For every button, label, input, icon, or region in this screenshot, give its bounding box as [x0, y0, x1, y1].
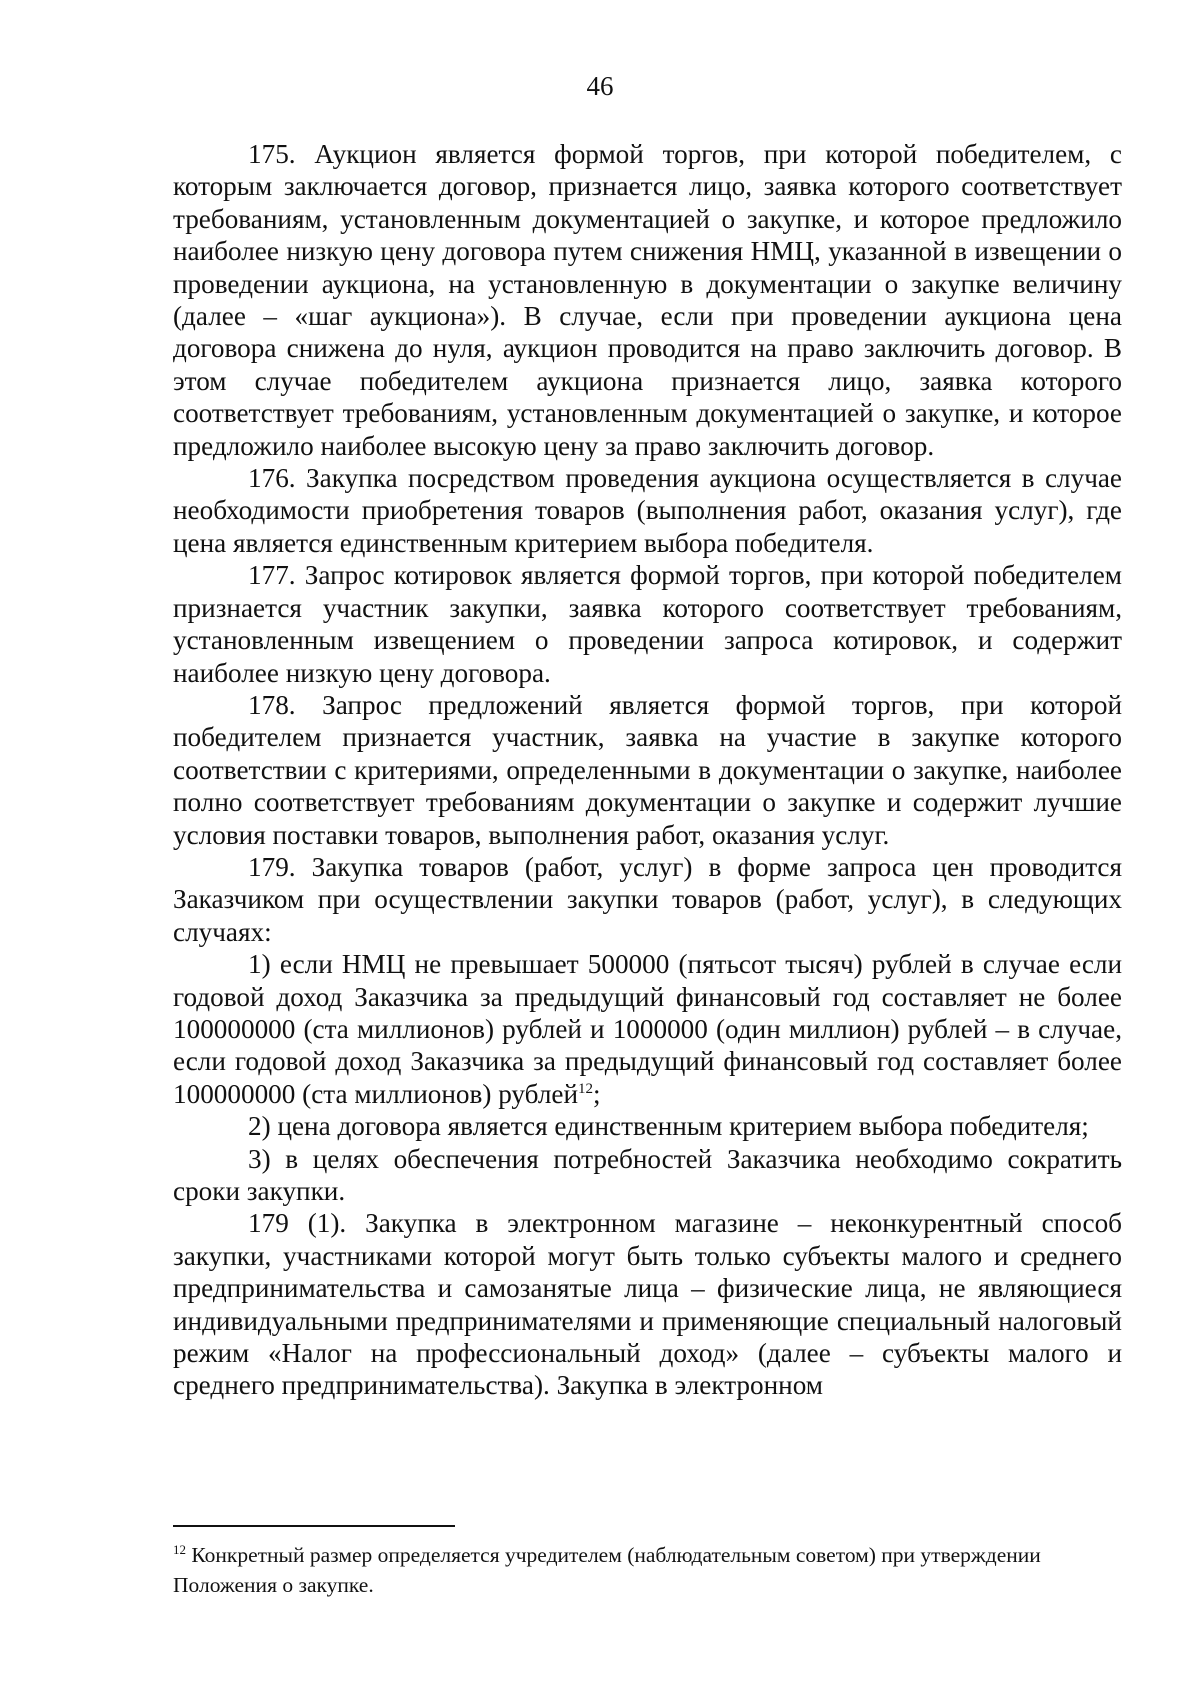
footnote-mark: 12: [173, 1541, 186, 1557]
paragraph-179: 179. Закупка товаров (работ, услуг) в форме запроса цен проводится Заказчиком при осуществлении закупки товаров (работ, услуг), в следующих случаях:: [173, 851, 1122, 947]
list-item-1-ending: ;: [593, 1078, 601, 1109]
list-item-1: [173, 948, 1122, 1110]
paragraph-179-1: 179 (1). Закупка в электронном магазине – неконкурентный способ закупки, участниками которой могут быть только субъекты малого и среднего предпринимательства и самозанятые лица – физические лица, не являющиеся индивидуальными предпринимателями и применяющие специальный налоговый режим «Налог на профессиональный доход» (далее – субъекты малого и среднего предпринимательства). Закупка в электронном: [173, 1208, 1122, 1401]
footnote-text: Конкретный размер определяется учредителем (наблюдательным советом) при утверждении Положения о закупке.: [173, 1543, 1041, 1597]
list-item-2: 2) цена договора является единственным критерием выбора победителя;: [248, 1111, 1089, 1142]
footnote-reference: 12: [578, 1080, 594, 1097]
footnote: [173, 1540, 1122, 1600]
page-number: 46: [586, 71, 614, 101]
paragraph-176: 176. Закупка посредством проведения аукциона осуществляется в случае необходимости приобретения товаров (выполнения работ, оказания услуг), где цена является единственным критерием выбора победителя.: [173, 463, 1122, 558]
paragraph-178: 178. Запрос предложений является формой торгов, при которой победителем признается участник, заявка на участие в закупке которого соответствии с критериями, определенными в документации о закупке, наиболее полно соответствует требованиям документации о закупке и содержит лучшие условия поставки товаров, выполнения работ, оказания услуг.: [173, 689, 1122, 850]
list-item-3: 3) в целях обеспечения потребностей Заказчика необходимо сократить сроки закупки.: [173, 1143, 1122, 1206]
footnote-divider: [173, 1525, 455, 1527]
paragraph-175: 175. Аукцион является формой торгов, при которой победителем, с которым заключается договор, признается лицо, заявка которого соответствует требованиям, установленным документацией о закупке, и которое предложило наиболее низкую цену договора путем снижения НМЦ, указанной в извещении о проведении аукциона, на установленную в документации о закупке величину (далее – «шаг аукциона»). В случае, если при проведении аукциона цена договора снижена до нуля, аукцион проводится на право заключить договор. В этом случае победителем аукциона признается лицо, заявка которого соответствует требованиям, установленным документацией о закупке, и которое предложило наиболее высокую цену за право заключить договор.: [173, 139, 1122, 461]
paragraph-177: 177. Запрос котировок является формой торгов, при которой победителем признается участник закупки, заявка которого соответствует требованиям, установленным извещением о проведении запроса котировок, и содержит наиболее низкую цену договора.: [173, 560, 1122, 688]
list-item-1-text: 1) если НМЦ не превышает 500000 (пятьсот тысяч) рублей в случае если годовой доход Заказчика за предыдущий финансовый год составляет не более 100000000 (ста миллионов) рублей и 1000000 (один миллион) рублей – в случае, если годовой доход Заказчика за предыдущий финансовый год составляет более 100000000 (ста миллионов) рублей: [173, 949, 1122, 1109]
body-text: [173, 138, 1122, 1402]
